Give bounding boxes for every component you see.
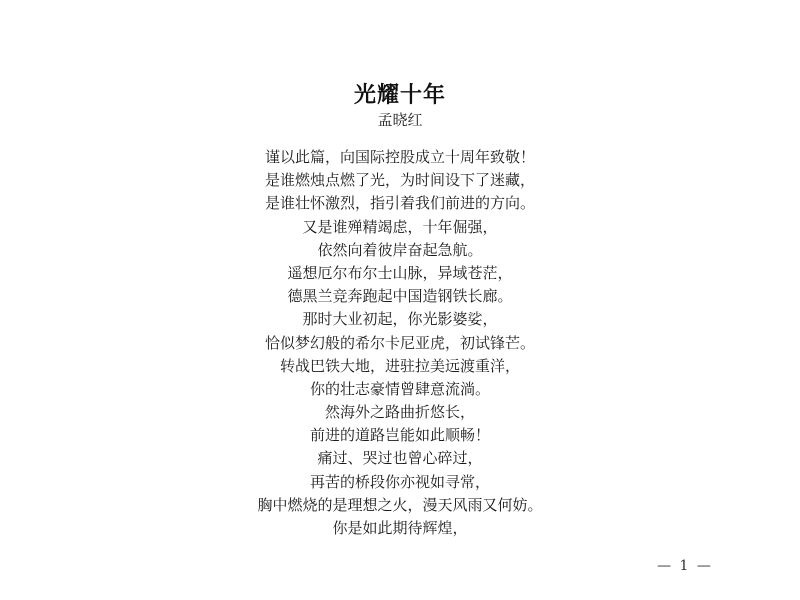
poem-line: 然海外之路曲折悠长，: [324, 403, 475, 422]
poem-line: 转战巴铁大地，进驻拉美远渡重洋，: [279, 356, 520, 375]
poem-line: 你的壮志豪情曾肆意流淌。: [309, 379, 490, 398]
poem-line: 前进的道路岂能如此顺畅！: [309, 426, 490, 445]
poem-line: 胸中燃烧的是理想之火，漫天风雨又何妨。: [257, 495, 543, 514]
poem-line: 谨以此篇，向国际控股成立十周年致敬！: [264, 148, 535, 166]
poem-line: 是谁壮怀激烈，指引着我们前进的方向。: [264, 194, 535, 213]
poem-line: 再苦的桥段你亦视如寻常，: [309, 472, 490, 491]
poem-line: 是谁燃烛点燃了光，为时间设下了迷藏，: [264, 171, 535, 190]
poem-author: 孟晓红: [377, 111, 423, 129]
poem-line: 依然向着彼岸奋起急航。: [317, 240, 483, 259]
poem-line: 德黑兰竞奔跑起中国造钢铁长廊。: [287, 287, 513, 306]
poem-line: 你是如此期待辉煌，: [332, 519, 468, 537]
poem-line: 痛过、哭过也曾心碎过，: [317, 449, 483, 468]
poem-body: [0, 146, 800, 540]
poem-line: 又是谁殚精竭虑，十年倔强，: [302, 217, 498, 236]
poem-line: 恰似梦幻般的希尔卡尼亚虎，初试锋芒。: [264, 333, 535, 352]
poem-line: 遥想厄尔布尔士山脉，异域苍茫，: [287, 263, 513, 282]
poem-line: 那时大业初起，你光影婆娑，: [302, 310, 498, 329]
poem-title: 光耀十年: [353, 82, 446, 108]
page-number: — 1 —: [657, 558, 713, 574]
